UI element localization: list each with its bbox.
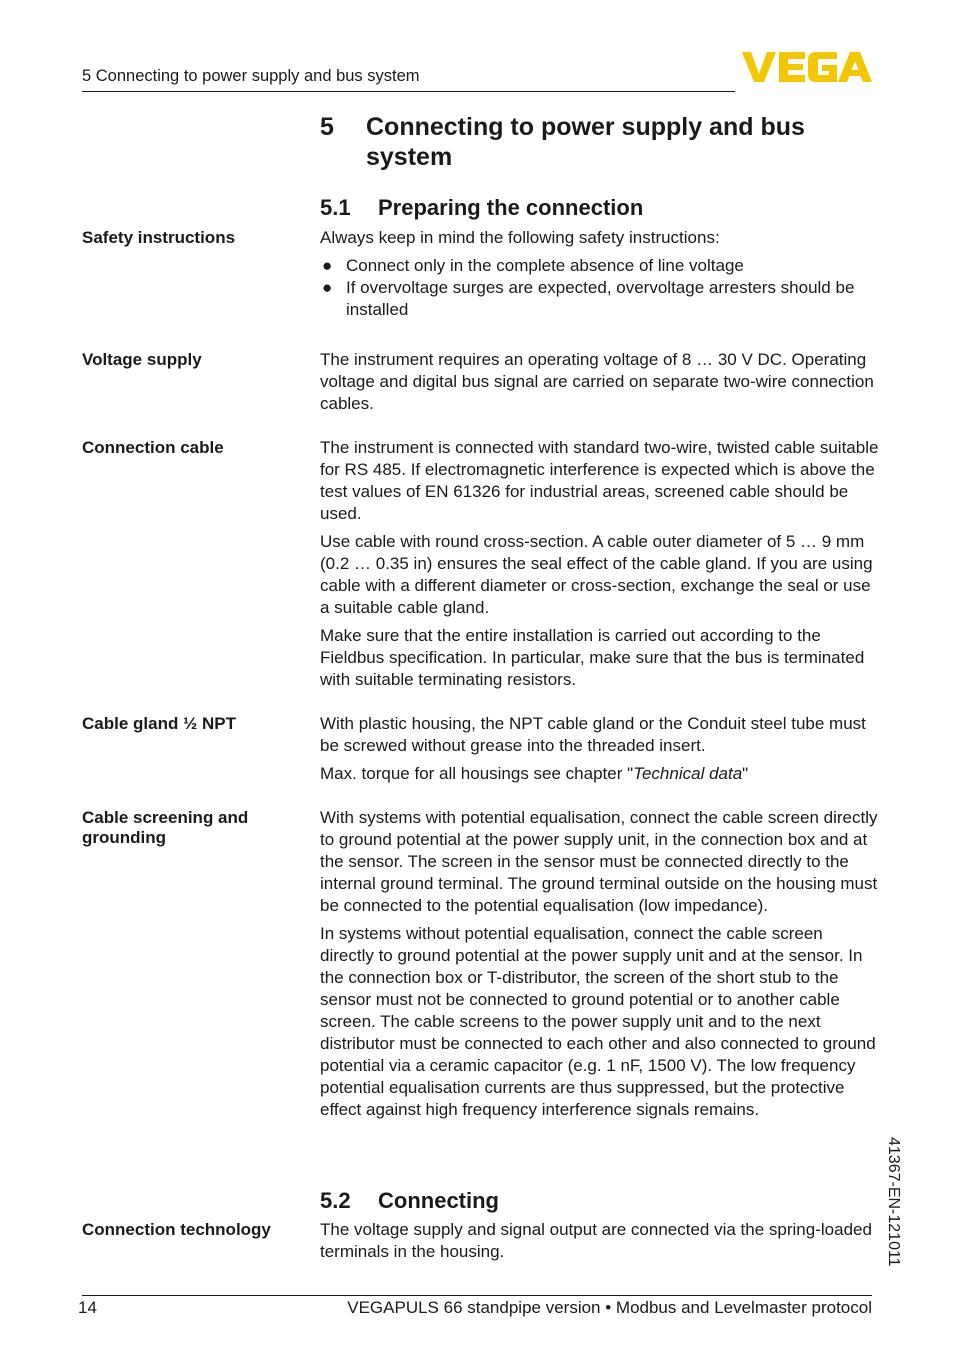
chapter-reference: Technical data <box>633 764 743 783</box>
margin-label-screening: Cable screening and grounding <box>82 808 249 847</box>
list-item: ● Connect only in the complete absence of line voltage <box>322 256 744 275</box>
section-heading-5-2 <box>320 1188 499 1214</box>
paragraph: With systems with potential equalisation, connect the cable screen directly to ground potential at the power supply unit, in the connection box and at the sensor. The screen in the sensor must be connected directly to the internal ground terminal. The ground terminal outside on the housing must be connected to the potential equalisation (low impedance). <box>320 808 878 915</box>
vega-logo <box>742 50 872 84</box>
section-title: Connecting <box>378 1188 499 1213</box>
chapter-number: 5 <box>320 113 334 141</box>
paragraph: In systems without potential equalisation, connect the cable screen directly to ground potential at the power supply unit and at the sensor. In the connection box or T-distributor, the screen of the short stub to the sensor must not be connected to ground potential or to another cable screen. The cable screens to the power supply unit and to the next distributor must be connected to each other and also connected to ground potential via a ceramic capacitor (e.g. 1 nF, 1500 V). The low frequency potential equalisation currents are thus suppressed, but the protective effect against high frequency interference signals remains. <box>320 924 876 1119</box>
chapter-title: Connecting to power supply and bus system <box>366 113 805 171</box>
cable-screening-body <box>320 807 880 1127</box>
voltage-supply-body <box>320 349 880 421</box>
paragraph: With plastic housing, the NPT cable gland or the Conduit steel tube must be screwed without grease into the threaded insert. <box>320 714 866 755</box>
paragraph: The voltage supply and signal output are connected via the spring-loaded terminals in the housing. <box>320 1220 872 1261</box>
cable-gland-body <box>320 713 880 791</box>
safety-intro: Always keep in mind the following safety instructions: <box>320 228 720 247</box>
safety-instructions-body <box>320 227 880 321</box>
bullet-icon: ● <box>322 256 333 275</box>
footer-title: VEGAPULS 66 standpipe version • Modbus and Levelmaster protocol <box>347 1298 872 1317</box>
margin-label-technology: Connection technology <box>82 1220 271 1239</box>
bullet-icon: ● <box>322 278 333 297</box>
section-number: 5.1 <box>320 195 351 220</box>
section-number: 5.2 <box>320 1188 351 1213</box>
connection-technology-body <box>320 1219 880 1269</box>
paragraph: Use cable with round cross-section. A cable outer diameter of 5 … 9 mm (0.2 … 0.35 in) ensures the seal effect of the cable gland. If you are using cable with a different diameter or cross-section, exchange the seal or use a suitable cable gland. <box>320 532 873 617</box>
section-title: Preparing the connection <box>378 195 644 220</box>
header-rule <box>82 91 735 92</box>
connection-cable-body <box>320 437 880 697</box>
footer-rule <box>82 1295 872 1296</box>
running-title: 5 Connecting to power supply and bus system <box>82 67 420 85</box>
paragraph: The instrument is connected with standard two-wire, twisted cable suitable for RS 485. If electromagnetic interference is expected which is above the test values of EN 61326 for industrial areas, screened cable should be used. <box>320 438 879 523</box>
margin-label-cable: Connection cable <box>82 438 224 457</box>
paragraph: Max. torque for all housings see chapter "Technical data" <box>320 764 749 783</box>
document-code: 41367-EN-121011 <box>885 1137 902 1267</box>
margin-label-gland: Cable gland ½ NPT <box>82 714 236 733</box>
section-heading-5-1 <box>320 195 643 221</box>
margin-label-voltage: Voltage supply <box>82 350 202 369</box>
list-item: ● If overvoltage surges are expected, overvoltage arresters should be installed <box>322 278 855 319</box>
paragraph: The instrument requires an operating voltage of 8 … 30 V DC. Operating voltage and digital bus signal are carried on separate two-wire connection cables. <box>320 350 874 413</box>
safety-bullet-list <box>320 255 880 321</box>
paragraph: Make sure that the entire installation is carried out according to the Fieldbus specification. In particular, make sure that the bus is terminated with suitable terminating resistors. <box>320 626 865 689</box>
page-number: 14 <box>78 1298 97 1317</box>
margin-label-safety: Safety instructions <box>82 228 236 247</box>
